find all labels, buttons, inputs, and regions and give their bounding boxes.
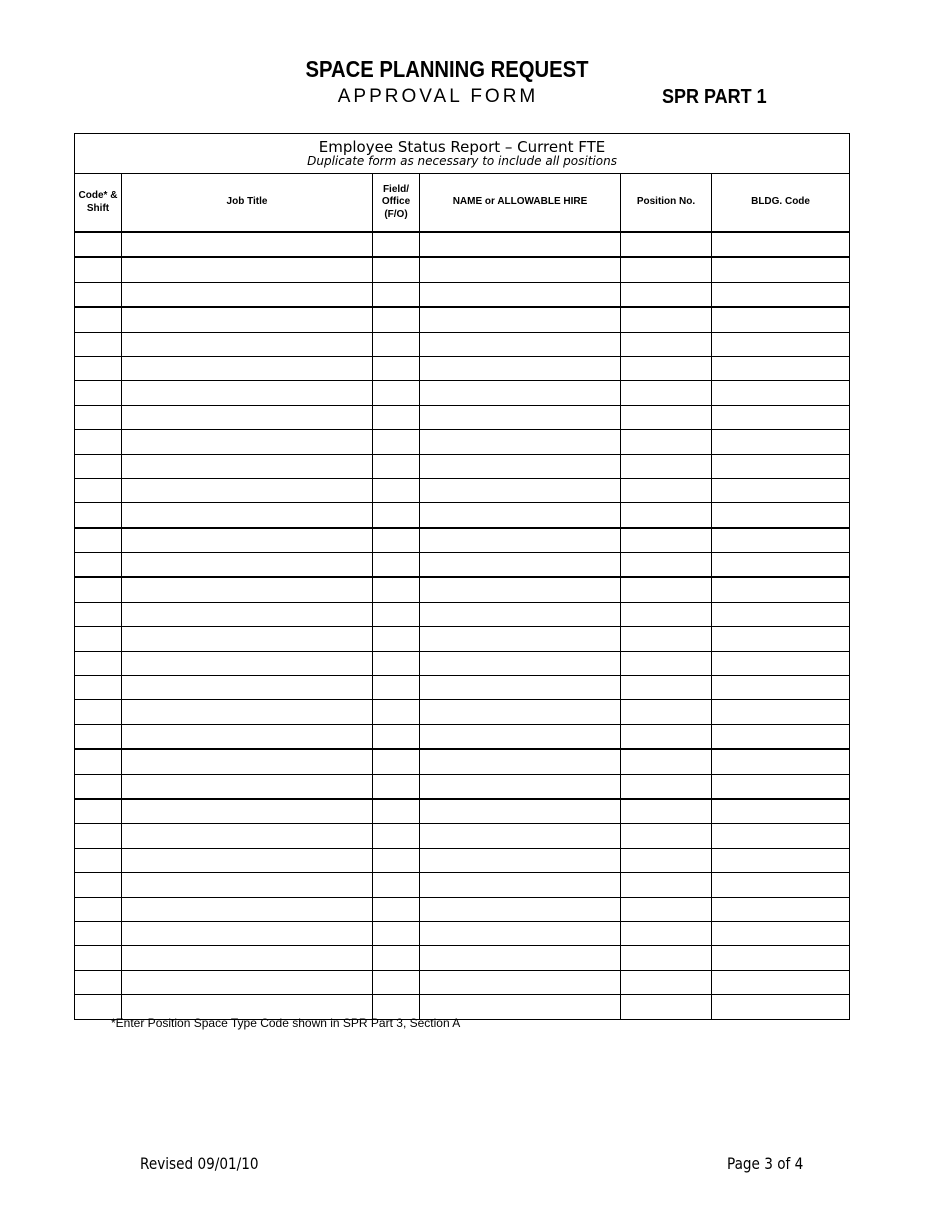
job-title-cell[interactable] (122, 774, 373, 799)
position-no-cell[interactable] (621, 478, 712, 502)
form-part-label: SPR PART 1 (662, 86, 767, 108)
job-title-cell[interactable] (122, 307, 373, 332)
field-office-cell[interactable] (373, 553, 420, 578)
name-cell[interactable] (420, 478, 621, 502)
position-no-cell[interactable] (621, 676, 712, 700)
table-row (75, 430, 850, 454)
field-office-cell[interactable] (373, 503, 420, 528)
code-shift-cell[interactable] (75, 873, 122, 897)
bldg-code-cell[interactable] (712, 873, 850, 897)
job-title-cell[interactable] (122, 405, 373, 429)
table-row (75, 232, 850, 257)
field-office-cell[interactable] (373, 724, 420, 749)
code-shift-cell[interactable] (75, 577, 122, 602)
field-office-cell[interactable] (373, 700, 420, 724)
form-subtitle: APPROVAL FORM (337, 86, 539, 107)
job-title-cell[interactable] (122, 749, 373, 774)
position-no-cell[interactable] (621, 577, 712, 602)
column-header-bldg-code: BLDG. Code (712, 174, 850, 233)
code-shift-cell[interactable] (75, 232, 122, 257)
bldg-code-cell[interactable] (712, 503, 850, 528)
revised-date: Revised 09/01/10 (140, 1154, 259, 1173)
table-row (75, 946, 850, 970)
position-no-cell[interactable] (621, 282, 712, 307)
bldg-code-cell[interactable] (712, 921, 850, 945)
table-row (75, 824, 850, 848)
table-row (75, 553, 850, 578)
position-no-cell[interactable] (621, 873, 712, 897)
code-shift-cell[interactable] (75, 430, 122, 454)
position-no-cell[interactable] (621, 528, 712, 553)
job-title-cell[interactable] (122, 897, 373, 921)
job-title-cell[interactable] (122, 232, 373, 257)
position-no-cell[interactable] (621, 257, 712, 282)
column-header-job-title: Job Title (122, 174, 373, 233)
code-shift-cell[interactable] (75, 946, 122, 970)
job-title-cell[interactable] (122, 478, 373, 502)
field-office-cell[interactable] (373, 921, 420, 945)
field-office-cell[interactable] (373, 897, 420, 921)
bldg-code-cell[interactable] (712, 946, 850, 970)
code-shift-cell[interactable] (75, 921, 122, 945)
position-no-cell[interactable] (621, 921, 712, 945)
position-no-cell[interactable] (621, 602, 712, 626)
name-cell[interactable] (420, 454, 621, 478)
code-shift-cell[interactable] (75, 528, 122, 553)
name-cell[interactable] (420, 528, 621, 553)
table-row (75, 528, 850, 553)
job-title-cell[interactable] (122, 651, 373, 675)
job-title-cell[interactable] (122, 676, 373, 700)
name-cell[interactable] (420, 307, 621, 332)
job-title-cell[interactable] (122, 921, 373, 945)
field-office-cell[interactable] (373, 602, 420, 626)
position-no-cell[interactable] (621, 749, 712, 774)
name-cell[interactable] (420, 602, 621, 626)
position-no-cell[interactable] (621, 700, 712, 724)
bldg-code-cell[interactable] (712, 848, 850, 872)
field-office-cell[interactable] (373, 627, 420, 651)
job-title-cell[interactable] (122, 430, 373, 454)
bldg-code-cell[interactable] (712, 257, 850, 282)
job-title-cell[interactable] (122, 332, 373, 356)
name-cell[interactable] (420, 332, 621, 356)
table-row (75, 282, 850, 307)
table-row (75, 503, 850, 528)
position-no-cell[interactable] (621, 824, 712, 848)
position-no-cell[interactable] (621, 405, 712, 429)
table-caption-title: Employee Status Report – Current FTE (318, 137, 606, 156)
code-shift-cell[interactable] (75, 970, 122, 994)
table-row (75, 651, 850, 675)
table-row (75, 774, 850, 799)
name-cell[interactable] (420, 430, 621, 454)
job-title-cell[interactable] (122, 799, 373, 824)
field-office-cell[interactable] (373, 946, 420, 970)
bldg-code-cell[interactable] (712, 799, 850, 824)
position-no-cell[interactable] (621, 356, 712, 380)
bldg-code-cell[interactable] (712, 478, 850, 502)
bldg-code-cell[interactable] (712, 995, 850, 1019)
field-office-cell[interactable] (373, 454, 420, 478)
position-no-cell[interactable] (621, 848, 712, 872)
position-no-cell[interactable] (621, 307, 712, 332)
job-title-cell[interactable] (122, 848, 373, 872)
code-shift-cell[interactable] (75, 356, 122, 380)
column-header-position-no: Position No. (621, 174, 712, 233)
job-title-cell[interactable] (122, 873, 373, 897)
position-no-cell[interactable] (621, 651, 712, 675)
field-office-cell[interactable] (373, 405, 420, 429)
field-office-cell[interactable] (373, 282, 420, 307)
name-cell[interactable] (420, 651, 621, 675)
bldg-code-cell[interactable] (712, 232, 850, 257)
bldg-code-cell[interactable] (712, 676, 850, 700)
name-cell[interactable] (420, 282, 621, 307)
name-cell[interactable] (420, 381, 621, 405)
table-row (75, 897, 850, 921)
table-row (75, 405, 850, 429)
table-row (75, 627, 850, 651)
code-shift-cell[interactable] (75, 405, 122, 429)
bldg-code-cell[interactable] (712, 307, 850, 332)
name-cell[interactable] (420, 897, 621, 921)
table-row (75, 749, 850, 774)
position-no-cell[interactable] (621, 774, 712, 799)
bldg-code-cell[interactable] (712, 749, 850, 774)
name-cell[interactable] (420, 503, 621, 528)
field-office-cell[interactable] (373, 824, 420, 848)
bldg-code-cell[interactable] (712, 724, 850, 749)
name-cell[interactable] (420, 946, 621, 970)
job-title-cell[interactable] (122, 627, 373, 651)
code-shift-cell[interactable] (75, 848, 122, 872)
page-number: Page 3 of 4 (727, 1154, 804, 1173)
bldg-code-cell[interactable] (712, 356, 850, 380)
position-no-cell[interactable] (621, 897, 712, 921)
table-row (75, 873, 850, 897)
field-office-cell[interactable] (373, 232, 420, 257)
position-no-cell[interactable] (621, 503, 712, 528)
table-row (75, 454, 850, 478)
job-title-cell[interactable] (122, 577, 373, 602)
job-title-cell[interactable] (122, 381, 373, 405)
bldg-code-cell[interactable] (712, 553, 850, 578)
table-row (75, 970, 850, 994)
employee-status-table (74, 133, 850, 1020)
code-shift-cell[interactable] (75, 774, 122, 799)
name-cell[interactable] (420, 970, 621, 994)
table-body (75, 232, 850, 1019)
bldg-code-cell[interactable] (712, 897, 850, 921)
bldg-code-cell[interactable] (712, 602, 850, 626)
job-title-cell[interactable] (122, 824, 373, 848)
code-shift-cell[interactable] (75, 651, 122, 675)
job-title-cell[interactable] (122, 454, 373, 478)
name-cell[interactable] (420, 577, 621, 602)
column-header-code-shift: Code* & Shift (75, 174, 122, 233)
code-shift-cell[interactable] (75, 553, 122, 578)
footnote: *Enter Position Space Type Code shown in SPR Part 3, Section A (111, 1016, 461, 1030)
bldg-code-cell[interactable] (712, 332, 850, 356)
field-office-cell[interactable] (373, 381, 420, 405)
form-title: SPACE PLANNING REQUEST (305, 56, 589, 82)
table-row (75, 381, 850, 405)
name-cell[interactable] (420, 873, 621, 897)
name-cell[interactable] (420, 405, 621, 429)
field-office-cell[interactable] (373, 749, 420, 774)
position-no-cell[interactable] (621, 946, 712, 970)
column-header-name: NAME or ALLOWABLE HIRE (420, 174, 621, 233)
code-shift-cell[interactable] (75, 799, 122, 824)
code-shift-cell[interactable] (75, 627, 122, 651)
field-office-cell[interactable] (373, 430, 420, 454)
field-office-cell[interactable] (373, 528, 420, 553)
bldg-code-cell[interactable] (712, 627, 850, 651)
bldg-code-cell[interactable] (712, 528, 850, 553)
name-cell[interactable] (420, 553, 621, 578)
table-row (75, 799, 850, 824)
position-no-cell[interactable] (621, 430, 712, 454)
position-no-cell[interactable] (621, 332, 712, 356)
bldg-code-cell[interactable] (712, 430, 850, 454)
job-title-cell[interactable] (122, 282, 373, 307)
code-shift-cell[interactable] (75, 257, 122, 282)
name-cell[interactable] (420, 824, 621, 848)
code-shift-cell[interactable] (75, 749, 122, 774)
field-office-cell[interactable] (373, 356, 420, 380)
table-row (75, 676, 850, 700)
table-row (75, 257, 850, 282)
job-title-cell[interactable] (122, 356, 373, 380)
table-caption (75, 134, 850, 174)
position-no-cell[interactable] (621, 724, 712, 749)
bldg-code-cell[interactable] (712, 824, 850, 848)
code-shift-cell[interactable] (75, 282, 122, 307)
field-office-cell[interactable] (373, 774, 420, 799)
position-no-cell[interactable] (621, 232, 712, 257)
name-cell[interactable] (420, 724, 621, 749)
name-cell[interactable] (420, 627, 621, 651)
field-office-cell[interactable] (373, 970, 420, 994)
code-shift-cell[interactable] (75, 454, 122, 478)
job-title-cell[interactable] (122, 257, 373, 282)
table-row (75, 602, 850, 626)
name-cell[interactable] (420, 232, 621, 257)
table-row (75, 332, 850, 356)
field-office-cell[interactable] (373, 478, 420, 502)
table-row (75, 700, 850, 724)
bldg-code-cell[interactable] (712, 282, 850, 307)
code-shift-cell[interactable] (75, 676, 122, 700)
position-no-cell[interactable] (621, 381, 712, 405)
job-title-cell[interactable] (122, 946, 373, 970)
bldg-code-cell[interactable] (712, 970, 850, 994)
table-caption-note: Duplicate form as necessary to include all positions (307, 154, 617, 169)
job-title-cell[interactable] (122, 553, 373, 578)
name-cell[interactable] (420, 356, 621, 380)
name-cell[interactable] (420, 921, 621, 945)
field-office-cell[interactable] (373, 257, 420, 282)
position-no-cell[interactable] (621, 970, 712, 994)
position-no-cell[interactable] (621, 454, 712, 478)
column-header-field-office: Field/ Office (F/O) (373, 174, 420, 233)
code-shift-cell[interactable] (75, 503, 122, 528)
job-title-cell[interactable] (122, 528, 373, 553)
name-cell[interactable] (420, 676, 621, 700)
table-row (75, 724, 850, 749)
code-shift-cell[interactable] (75, 824, 122, 848)
field-office-cell[interactable] (373, 799, 420, 824)
position-no-cell[interactable] (621, 627, 712, 651)
name-cell[interactable] (420, 799, 621, 824)
bldg-code-cell[interactable] (712, 405, 850, 429)
code-shift-cell[interactable] (75, 700, 122, 724)
table-row (75, 356, 850, 380)
job-title-cell[interactable] (122, 503, 373, 528)
bldg-code-cell[interactable] (712, 651, 850, 675)
field-office-cell[interactable] (373, 332, 420, 356)
job-title-cell[interactable] (122, 602, 373, 626)
code-shift-cell[interactable] (75, 602, 122, 626)
job-title-cell[interactable] (122, 970, 373, 994)
code-shift-cell[interactable] (75, 307, 122, 332)
position-no-cell[interactable] (621, 799, 712, 824)
position-no-cell[interactable] (621, 995, 712, 1019)
field-office-cell[interactable] (373, 676, 420, 700)
field-office-cell[interactable] (373, 651, 420, 675)
bldg-code-cell[interactable] (712, 700, 850, 724)
table-row (75, 478, 850, 502)
bldg-code-cell[interactable] (712, 381, 850, 405)
table-row (75, 307, 850, 332)
bldg-code-cell[interactable] (712, 774, 850, 799)
code-shift-cell[interactable] (75, 332, 122, 356)
code-shift-cell[interactable] (75, 724, 122, 749)
bldg-code-cell[interactable] (712, 454, 850, 478)
field-office-cell[interactable] (373, 577, 420, 602)
field-office-cell[interactable] (373, 848, 420, 872)
code-shift-cell[interactable] (75, 381, 122, 405)
name-cell[interactable] (420, 848, 621, 872)
table-row (75, 848, 850, 872)
job-title-cell[interactable] (122, 700, 373, 724)
name-cell[interactable] (420, 774, 621, 799)
name-cell[interactable] (420, 700, 621, 724)
code-shift-cell[interactable] (75, 478, 122, 502)
field-office-cell[interactable] (373, 873, 420, 897)
code-shift-cell[interactable] (75, 897, 122, 921)
table-row (75, 577, 850, 602)
field-office-cell[interactable] (373, 307, 420, 332)
job-title-cell[interactable] (122, 724, 373, 749)
table-row (75, 921, 850, 945)
name-cell[interactable] (420, 749, 621, 774)
position-no-cell[interactable] (621, 553, 712, 578)
bldg-code-cell[interactable] (712, 577, 850, 602)
name-cell[interactable] (420, 257, 621, 282)
